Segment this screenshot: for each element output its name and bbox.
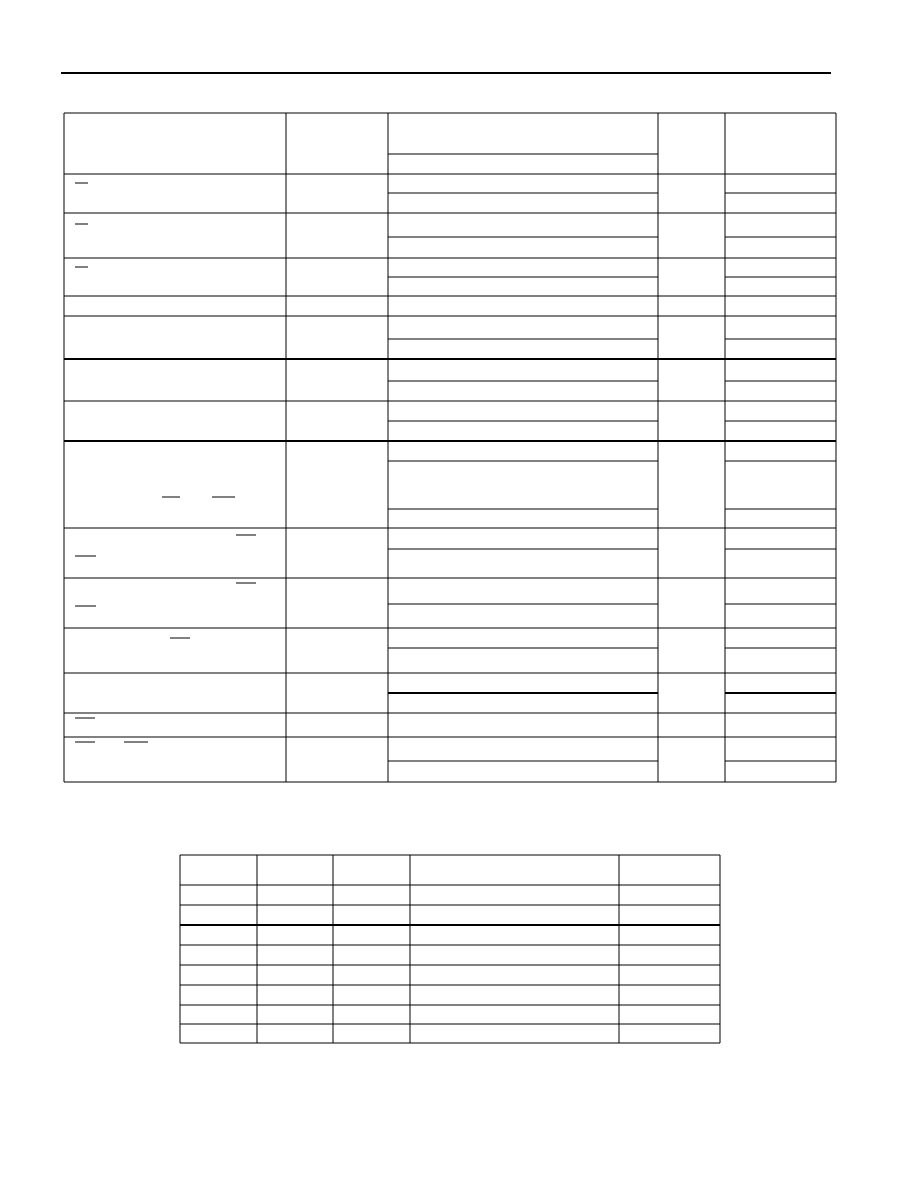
timing-table — [64, 113, 836, 782]
truth-table — [180, 855, 720, 1043]
overbar-marks — [75, 183, 256, 742]
